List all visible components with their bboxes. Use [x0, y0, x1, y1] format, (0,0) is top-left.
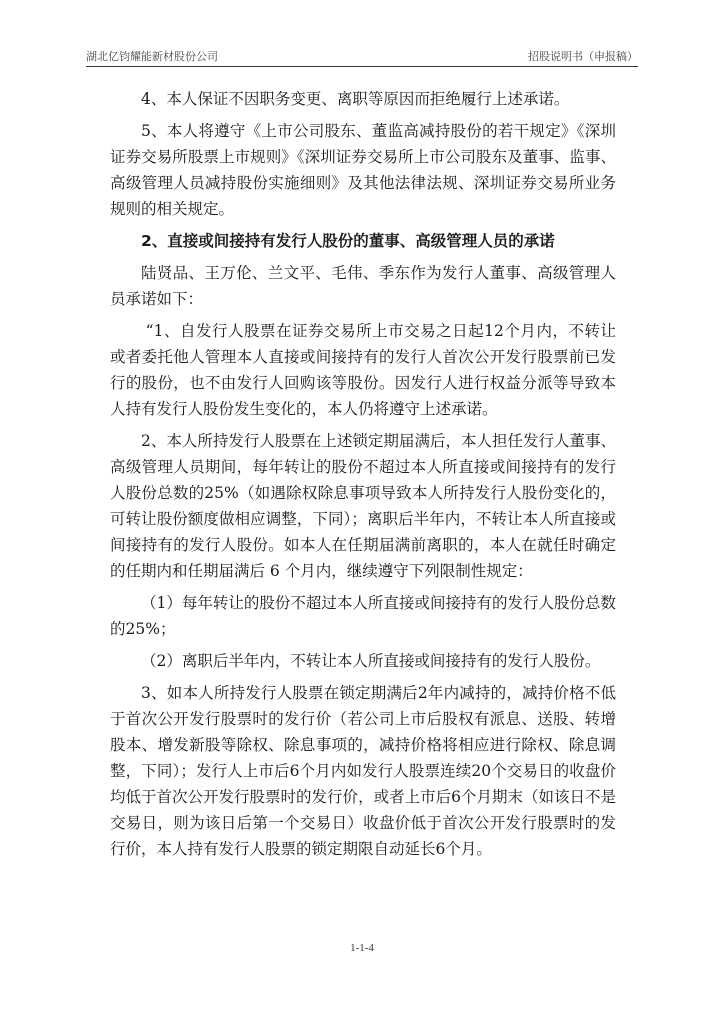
paragraph-item-1: “1、自发行人股票在证券交易所上市交易之日起12个月内，不转让或者委托他人管理本人直接或间接持有的发行人首次公开发行股票前已发行的股份，也不由发行人回购该等股份。因发行人进行权益分派等导致本人持有发行人股份发生变化的，本人仍将遵守上述承诺。 — [110, 322, 616, 418]
paragraph-commitment-5: 5、本人将遵守《上市公司股东、董监高减持股份的若干规定》《深圳证券交易所股票上市规则》《深圳证券交易所上市公司股东及董事、监事、高级管理人员减持股份实施细则》及其他法律法规、深圳证券交易所业务规则的相关规定。 — [110, 122, 616, 218]
document-body — [110, 86, 616, 868]
page-header — [86, 44, 638, 67]
paragraph-commitment-4: 4、本人保证不因职务变更、离职等原因而拒绝履行上述承诺。 — [141, 90, 570, 108]
document-title: 招股说明书（申报稿） — [528, 50, 638, 63]
company-name: 湖北亿钧耀能新材股份公司 — [86, 50, 218, 63]
paragraph-subitem-1: （1）每年转让的股份不超过本人所直接或间接持有的发行人股份总数的25%； — [110, 594, 616, 638]
page-number: 1-1-4 — [350, 942, 374, 954]
paragraph-subitem-2: （2）离职后半年内，不转让本人所直接或间接持有的发行人股份。 — [141, 652, 601, 670]
paragraph-item-2: 2、本人所持发行人股票在上述锁定期届满后，本人担任发行人董事、高级管理人员期间，每年转让的股份不超过本人所直接或间接持有的发行人股份总数的25%（如遇除权除息事项导致本人所持发行人股份变化的，可转让股份额度做相应调整，下同）；离职后半年内，不转让本人所直接或间接持有的发行人股份。如本人在任期届满前离职的，本人在就任时确定的任期内和任期届满后 6 个月内，继续遵守下列限制性规定： — [110, 432, 616, 580]
paragraph-item-3: 3、如本人所持发行人股票在锁定期满后2年内减持的，减持价格不低于首次公开发行股票时的发行价（若公司上市后股权有派息、送股、转增股本、增发新股等除权、除息事项的，减持价格将相应进行除权、除息调整，下同）；发行人上市后6个月内如发行人股票连续20个交易日的收盘价均低于首次公开发行股票时的发行价，或者上市后6个月期末（如该日不是交易日，则为该日后第一个交易日）收盘价低于首次公开发行股票时的发行价，本人持有发行人股票的锁定期限自动延长6个月。 — [110, 684, 616, 858]
paragraph-intro: 陆贤品、王万伦、兰文平、毛伟、季东作为发行人董事、高级管理人员承诺如下： — [110, 264, 616, 308]
section-heading: 2、直接或间接持有发行人股份的董事、高级管理人员的承诺 — [141, 232, 555, 250]
